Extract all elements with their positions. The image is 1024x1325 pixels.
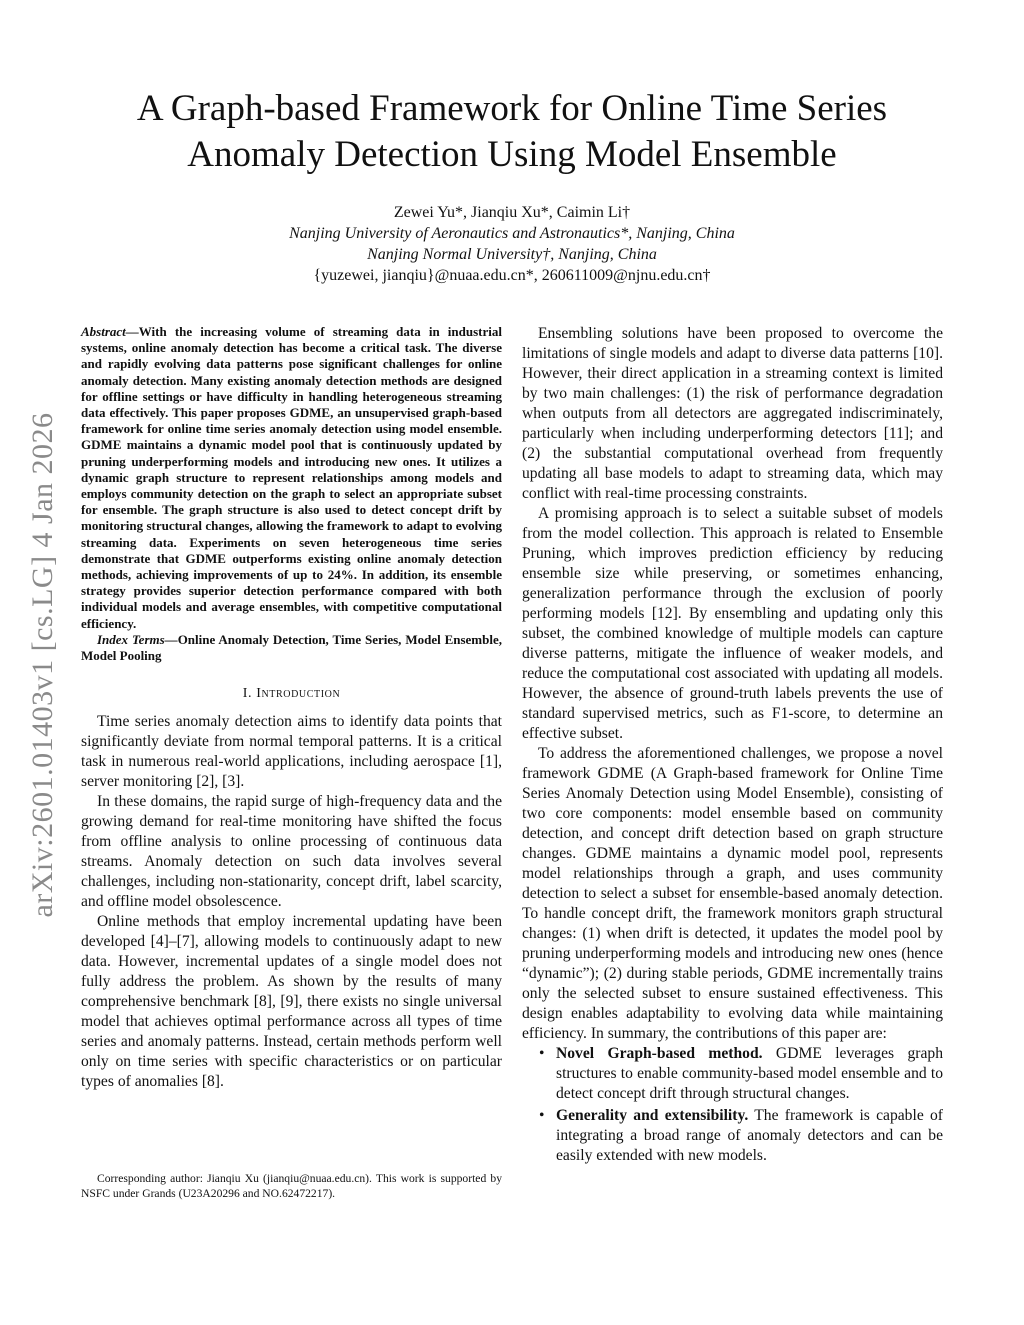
body-paragraph: To address the aforementioned challenges, we propose a novel framework GDME (A Graph-based framework for Online Time Series Anomaly Detection using Model Ensemble), consisting of two core components: model ensemble based on community detection, and concept drift detection based on graph structure changes. GDME maintains a dynamic model pool, represents model relationships through a graph, and uses community detection to select a subset for ensemble-based anomaly detection. To handle concept drift, the framework monitors graph structural changes: (1) when drift is detected, it updates the model pool by pruning underperforming models and introducing new ones (hence “dynamic”); (2) during stable periods, GDME incrementally trains only the selected subset to ensure sustained effectiveness. This design enables adaptability to evolving data while maintaining efficiency. In summary, the contributions of this paper are: [522, 745, 943, 1042]
author-names: Zewei Yu*, Jianqiu Xu*, Caimin Li† [393, 204, 631, 221]
body-paragraph: A promising approach is to select a suitable subset of models from the model collection. This approach is related to Ensemble Pruning, which improves prediction efficiency by reducing ensemble size while preserving, or sometimes enhancing, generalization performance through the exclusion of poorly performing models [12]. By ensembling and updating only this subset, the combined knowledge of multiple models can capture diverse patterns, mitigate the influence of weaker models, and reduce the computational cost associated with updating all models. However, the absence of ground-truth labels prevents the use of standard supervised metrics, such as F1-score, to determine an effective subset. [522, 505, 943, 742]
affiliation-2: Nanjing Normal University†, Nanjing, China [367, 246, 657, 263]
index-terms-text: Online Anomaly Detection, Time Series, Model Ensemble, Model Pooling [81, 631, 502, 664]
section-heading-introduction: I. Introduction [242, 686, 341, 702]
contributions-list [522, 1044, 943, 1166]
left-column [81, 324, 502, 1092]
list-item: • Novel Graph-based method. GDME leverages graph structures to enable community-based model ensemble and to detect concept drift through structural changes. [539, 1045, 943, 1102]
paper-title: A Graph-based Framework for Online Time Series Anomaly Detection Using Model Ensemble [136, 88, 888, 175]
abstract [81, 324, 502, 632]
body-paragraph: Ensembling solutions have been proposed to overcome the limitations of single models and adapt to diverse data patterns [10]. However, their direct application in a streaming context is limited by two main challenges: (1) the risk of performance degradation when outputs from all detectors are aggregated indiscriminately, particularly when including underperforming detectors [11]; and (2) the substantial computational overhead from frequently updating all base models to adapt to streaming data, which may conflict with real-time processing constraints. [522, 325, 943, 502]
intro-paragraph: Online methods that employ incremental updating have been developed [4]–[7], allowing models to continuously adapt to new data. However, incremental updates of a single model does not fully address the problem. As shown by the results of many comprehensive benchmark [8], [9], there exists no single universal model that achieves optimal performance across all types of time series and anomaly patterns. Instead, certain methods perform well only on time series with specific characteristics or on particular types of anomalies [8]. [81, 913, 502, 1091]
intro-paragraph: Time series anomaly detection aims to identify data points that significantly deviate from normal temporal patterns. It is a critical task in numerous real-world applications, including aerospace [1], server monitoring [2], [3]. [81, 713, 502, 791]
author-emails: {yuzewei, jianqiu}@nuaa.edu.cn*, 260611009@njnu.edu.cn† [313, 267, 711, 284]
arxiv-side-label: arXiv:2601.01403v1 [cs.LG] 4 Jan 2026 [26, 412, 59, 918]
abstract-text: With the increasing volume of streaming data in industrial systems, online anomaly detection has become a critical task. The diverse and rapidly evolving data patterns pose significant challenges for online anomaly detection. Many existing anomaly detection methods are designed for offline settings or have difficulty in handling heterogeneous streaming data effectively. This paper proposes GDME, an unsupervised graph-based framework for online time series anomaly detection using model ensemble. GDME maintains a dynamic model pool that is continuously updated by pruning underperforming models and introducing new ones. It utilizes a dynamic graph structure to represent relationships among models and employs community detection on the graph to select an appropriate subset for ensemble. The graph structure is also used to detect concept drift by monitoring structural changes, allowing the framework to adapt to evolving streaming data. Experiments on seven heterogeneous time series demonstrate that GDME outperforms existing online anomaly detection methods, achieving improvements of up to 24%. In addition, its ensemble strategy provides superior detection performance compared with both individual models and average ensembles, with competitive computational efficiency. [81, 324, 502, 631]
abstract-label: Abstract— [81, 324, 139, 339]
affiliation-1: Nanjing University of Aeronautics and Astronautics*, Nanjing, China [289, 225, 735, 242]
bullet-icon: • [539, 1045, 545, 1062]
footnote: Corresponding author: Jianqiu Xu (jianqiu@nuaa.edu.cn). This work is supported by NSFC under Grands (U23A20296 and NO.62472217). [81, 1172, 502, 1200]
author-block [80, 202, 944, 286]
intro-paragraph: In these domains, the rapid surge of high-frequency data and the growing demand for real-time monitoring have shifted the focus from offline analysis to online processing of continuous data streams. Anomaly detection on such data involves several challenges, including non-stationarity, concept drift, label scarcity, and offline model obsolescence. [81, 793, 502, 911]
right-column [522, 324, 943, 1168]
index-terms [81, 632, 502, 664]
index-terms-label: Index Terms— [97, 631, 178, 647]
list-item: • Generality and extensibility. The framework is capable of integrating a broad range of anomaly detectors and can be easily extended with new models. [539, 1107, 943, 1164]
bullet-icon: • [539, 1107, 545, 1124]
